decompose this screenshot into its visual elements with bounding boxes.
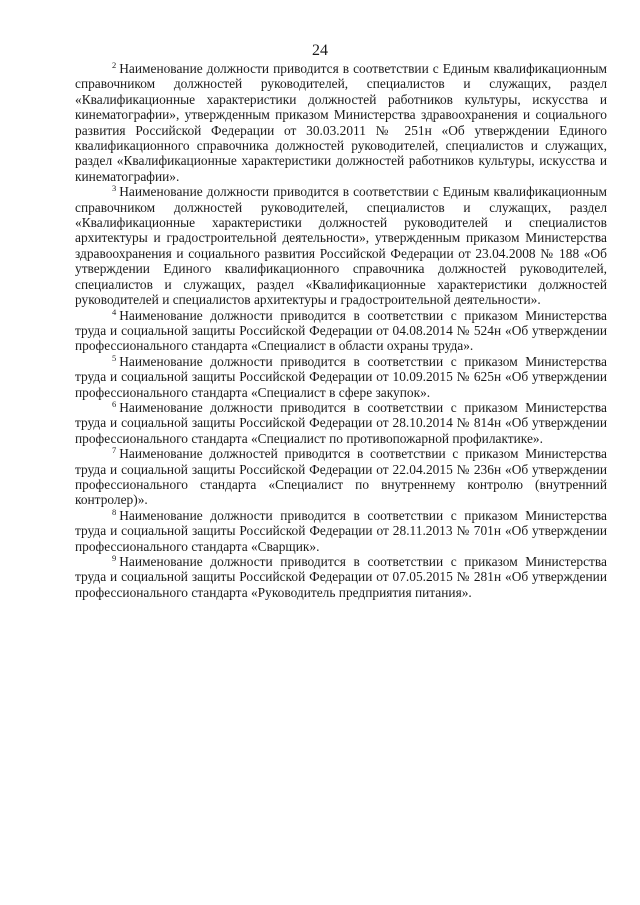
footnote-text: Наименование должности приводится в соответствии с Единым квалификационным справочником должностей руководителей, специалистов и служащих, раздел «Квалификационные характеристики должностей руководителей и специалистов архитектуры и градостроительной деятельности», утвержденным приказом Министерства здравоохранения и социального развития Российской Федерации от 23.04.2008 № 188 «Об утверждении Единого квалификационного справочника должностей руководителей, специалистов и служащих, раздел «Квалификационные характеристики должностей руководителей и специалистов архитектуры и градостроительной деятельности». bbox=[75, 184, 607, 308]
footnote-text: Наименование должности приводится в соответствии с приказом Министерства труда и социальной защиты Российской Федерации от 28.11.2013 № 701н «Об утверждении профессионального стандарта «Сварщик». bbox=[75, 507, 607, 554]
footnote-9 bbox=[75, 554, 607, 600]
footnote-text: Наименование должностей приводится в соответствии с приказом Министерства труда и социальной защиты Российской Федерации от 22.04.2015 № 236н «Об утверждении профессионального стандарта «Специалист по внутреннему контролю (внутренний контролер)». bbox=[75, 446, 607, 508]
footnote-mark: 8 bbox=[112, 506, 117, 517]
footnote-3 bbox=[75, 184, 607, 307]
footnote-mark: 3 bbox=[112, 183, 117, 194]
footnote-text: Наименование должности приводится в соответствии с приказом Министерства труда и социальной защиты Российской Федерации от 28.10.2014 № 814н «Об утверждении профессионального стандарта «Специалист по противопожарной профилактике». bbox=[75, 399, 607, 446]
footnote-2 bbox=[75, 61, 607, 184]
footnotes-section bbox=[75, 61, 607, 600]
footnote-mark: 5 bbox=[112, 352, 117, 363]
footnote-8 bbox=[75, 508, 607, 554]
footnote-mark: 4 bbox=[112, 306, 117, 317]
footnote-text: Наименование должности приводится в соответствии с приказом Министерства труда и социальной защиты Российской Федерации от 07.05.2015 № 281н «Об утверждении профессионального стандарта «Руководитель предприятия питания». bbox=[75, 554, 607, 600]
footnote-text: Наименование должности приводится в соответствии с Единым квалификационным справочником должностей руководителей, специалистов и служащих, раздел «Квалификационные характеристики должностей работников культуры, искусства и кинематографии», утвержденным приказом Министерства здравоохранения и социального развития Российской Федерации от 30.03.2011 № 251н «Об утверждении Единого квалификационного справочника должностей руководителей, специалистов и служащих, раздел «Квалификационные характеристики должностей работников культуры, искусства и кинематографии». bbox=[75, 61, 607, 184]
footnote-text: Наименование должности приводится в соответствии с приказом Министерства труда и социальной защиты Российской Федерации от 10.09.2015 № 625н «Об утверждении профессионального стандарта «Специалист в сфере закупок». bbox=[75, 353, 607, 400]
footnote-7 bbox=[75, 446, 607, 508]
footnote-mark: 7 bbox=[112, 445, 117, 456]
footnote-mark: 6 bbox=[112, 398, 117, 409]
footnote-6 bbox=[75, 400, 607, 446]
page-number: 24 bbox=[312, 42, 328, 59]
footnote-text: Наименование должности приводится в соответствии с приказом Министерства труда и социальной защиты Российской Федерации от 04.08.2014 № 524н «Об утверждении профессионального стандарта «Специалист в области охраны труда». bbox=[75, 307, 607, 354]
footnote-4 bbox=[75, 308, 607, 354]
footnote-5 bbox=[75, 354, 607, 400]
footnote-mark: 9 bbox=[112, 553, 117, 563]
footnote-mark: 2 bbox=[112, 60, 117, 70]
